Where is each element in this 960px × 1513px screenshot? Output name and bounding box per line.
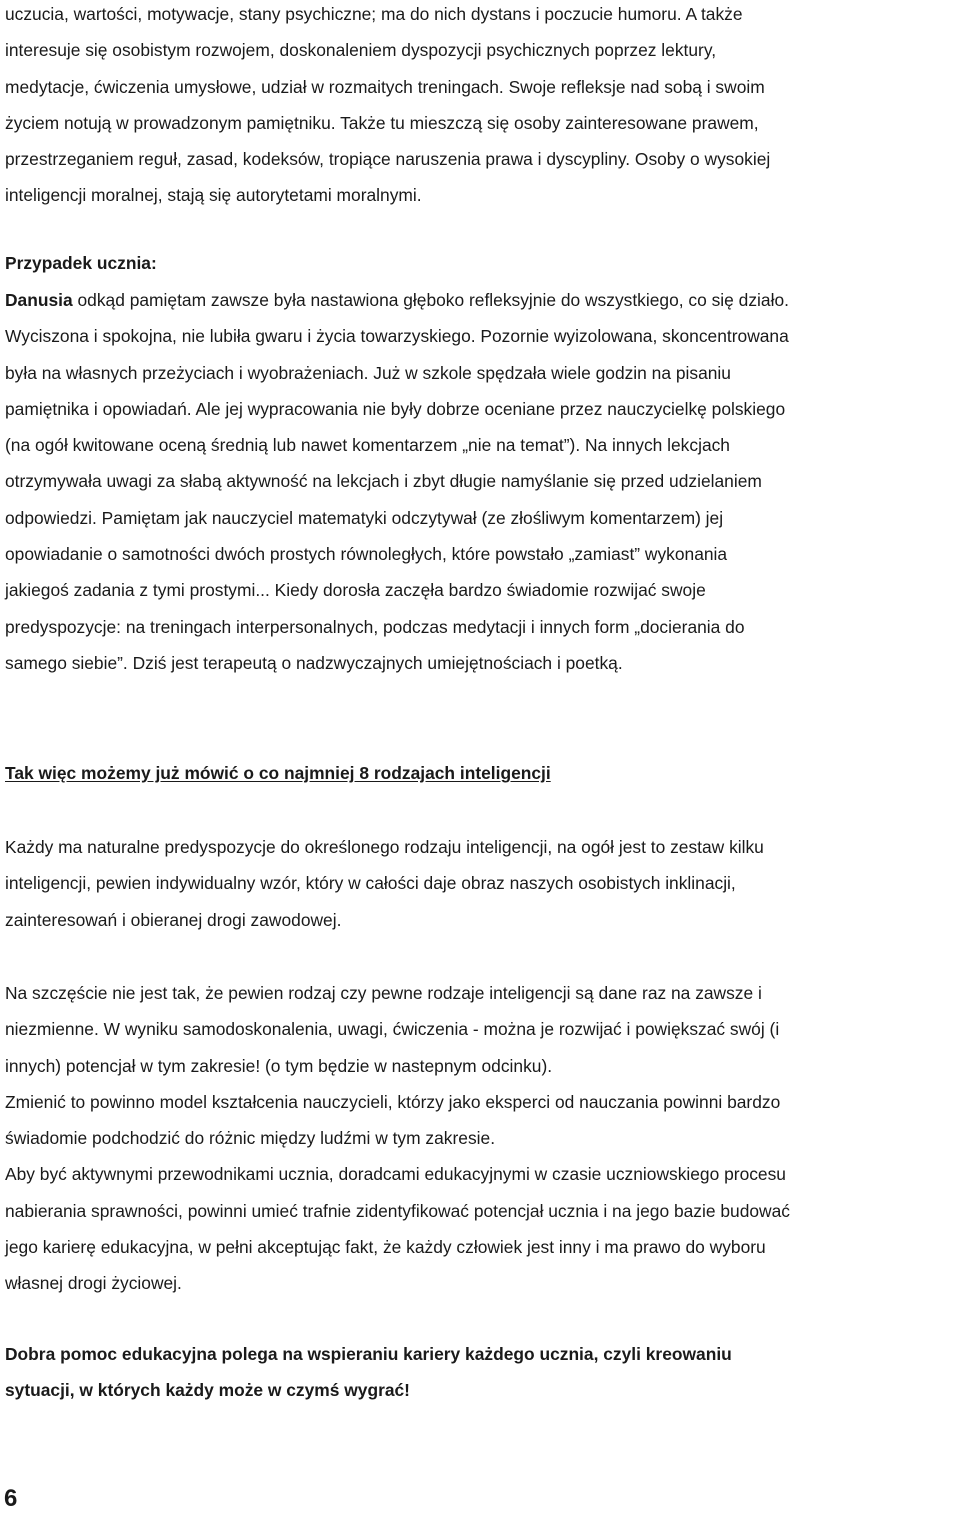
case-line: samego siebie”. Dziś jest terapeutą o nadzwyczajnych umiejętnościach i poetką. [5,652,623,673]
intro-paragraph [5,0,770,214]
case-line: (na ogół kwitowane oceną średnią lub nawet komentarzem „nie na temat”). Na innych lekcjach [5,435,730,456]
paragraph-line: Każdy ma naturalne predyspozycje do określonego rodzaju inteligencji, na ogół jest to zestaw kilku [5,837,764,857]
paragraph-line: inteligencji, pewien indywidualny wzór, który w całości daje obraz naszych osobistych inklinacji, [5,873,736,894]
section-heading: Tak więc możemy już mówić o co najmniej 8 rodzajach inteligencji [5,763,551,783]
case-line: pamiętnika i opowiadań. Ale jej wypracowania nie były dobrze oceniane przez nauczycielkę polskiego [5,398,786,419]
case-line: była na własnych przeżyciach i wyobrażeniach. Już w szkole spędzała wiele godzin na pisaniu [5,362,731,383]
intro-line: przestrzeganiem reguł, zasad, kodeksów, tropiące naruszenia prawa i dyscypliny. Osoby o wysokiej [5,149,771,170]
paragraph-predispositions [5,829,764,938]
page-number: 6 [4,1485,18,1512]
case-first-line [5,282,789,318]
closing-statement [5,1336,732,1409]
paragraph-line: innych) potencjał w tym zakresie! (o tym będzie w nastepnym odcinku). [5,1055,553,1076]
paragraph-line: własnej drogi życiowej. [5,1273,182,1294]
intro-line: medytacje, ćwiczenia umysłowe, udział w rozmaitych treningach. Swoje refleksje nad sobą i swoim [5,76,765,97]
paragraph-line: Aby być aktywnymi przewodnikami ucznia, doradcami edukacyjnymi w czasie uczniowskiego procesu [5,1164,786,1185]
case-line: otrzymywała uwagi za słabą aktywność na lekcjach i zbyt długie namyślanie się przed udzielaniem [5,471,762,492]
intro-line: inteligencji moralnej, stają się autorytetami moralnymi. [5,185,422,206]
paragraph-line: jego karierę edukacyjna, w pełni akceptując fakt, że każdy człowiek jest inny i ma prawo do wyboru [5,1237,766,1258]
case-line: Wyciszona i spokojna, nie lubiła gwaru i życia towarzyskiego. Pozornie wyizolowana, skoncentrowana [5,326,789,347]
case-line: odpowiedzi. Pamiętam jak nauczyciel matematyki odczytywał (ze złośliwym komentarzem) jej [5,507,724,528]
paragraph-line: zainteresowań i obieranej drogi zawodowej. [5,909,342,930]
paragraph-line: Zmienić to powinno model kształcenia nauczycieli, którzy jako eksperci od nauczania powinni bardzo [5,1091,781,1112]
intro-line: uczucia, wartości, motywacje, stany psychiczne; ma do nich dystans i poczucie humoru. A także [5,4,743,24]
closing-line: Dobra pomoc edukacyjna polega na wspieraniu kariery każdego ucznia, czyli kreowaniu [5,1344,732,1364]
case-line: opowiadanie o samotności dwóch prostych równoległych, które powstało „zamiast” wykonania [5,544,728,565]
paragraph-line: nabierania sprawności, powinni umieć trafnie zidentyfikować potencjał ucznia i na jego bazie budować [5,1200,790,1221]
case-paragraph [5,282,789,681]
intro-line: życiem notują w prowadzonym pamiętniku. Także tu mieszczą się osoby zainteresowane prawem, [5,112,759,133]
paragraph-line: świadomie podchodzić do różnic między ludźmi w tym zakresie. [5,1128,496,1149]
paragraph-line: niezmienne. W wyniku samodoskonalenia, uwagi, ćwiczenia - można je rozwijać i powiększać swój (i [5,1019,780,1040]
case-heading: Przypadek ucznia: [5,253,157,273]
case-line: jakiegoś zadania z tymi prostymi... Kiedy dorosła zaczęła bardzo świadomie rozwijać swoje [5,580,706,601]
paragraph-line: Na szczęście nie jest tak, że pewien rodzaj czy pewne rodzaje inteligencji są dane raz na zawsze i [5,983,762,1003]
intro-line: interesuje się osobistym rozwojem, doskonaleniem dyspozycji psychicznych poprzez lektury, [5,40,717,61]
case-line: predyspozycje: na treningach interpersonalnych, podczas medytacji i innych form „docierania do [5,616,745,637]
student-name: Danusia [5,290,73,310]
closing-line: sytuacji, w których każdy może w czymś wygrać! [5,1380,410,1401]
case-line-text: odkąd pamiętam zawsze była nastawiona głęboko refleksyjnie do wszystkiego, co się działo. [72,290,789,310]
paragraph-development [5,975,790,1302]
